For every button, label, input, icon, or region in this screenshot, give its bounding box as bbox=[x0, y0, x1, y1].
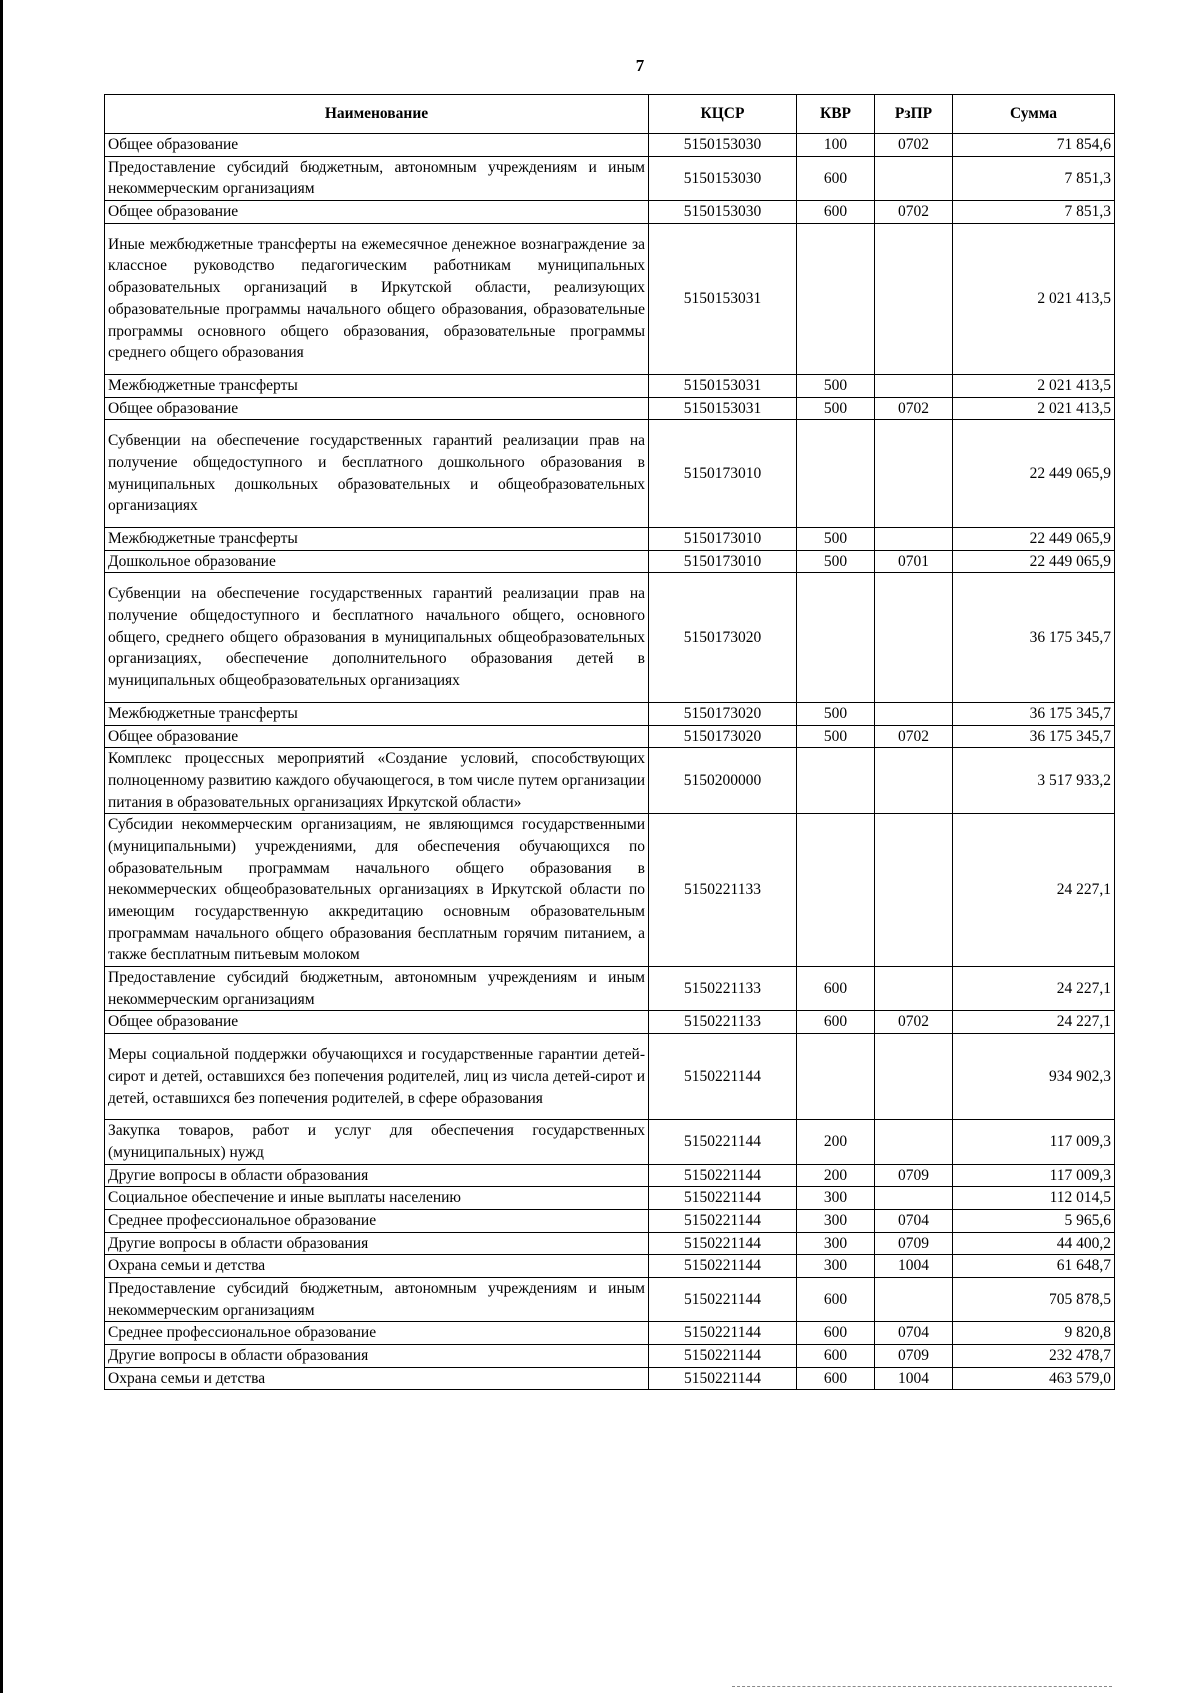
cell-kcsr: 5150221144 bbox=[649, 1120, 797, 1164]
cell-sum: 22 449 065,9 bbox=[953, 550, 1115, 573]
cell-kvr: 600 bbox=[797, 1367, 875, 1390]
column-header-sum: Сумма bbox=[953, 95, 1115, 134]
cell-name: Охрана семьи и детства bbox=[105, 1255, 649, 1278]
table-row bbox=[105, 1011, 1115, 1034]
table-row bbox=[105, 1322, 1115, 1345]
cell-kcsr: 5150221144 bbox=[649, 1209, 797, 1232]
cell-kcsr: 5150153031 bbox=[649, 397, 797, 420]
cell-name: Охрана семьи и детства bbox=[105, 1367, 649, 1390]
scan-bottom-mark bbox=[732, 1686, 1112, 1688]
cell-kvr: 300 bbox=[797, 1255, 875, 1278]
table-row bbox=[105, 134, 1115, 157]
cell-rzpr bbox=[875, 1187, 953, 1210]
cell-kcsr: 5150221144 bbox=[649, 1367, 797, 1390]
cell-rzpr: 0702 bbox=[875, 725, 953, 748]
cell-rzpr: 1004 bbox=[875, 1255, 953, 1278]
table-row bbox=[105, 201, 1115, 224]
cell-rzpr bbox=[875, 1034, 953, 1120]
cell-rzpr bbox=[875, 573, 953, 702]
scan-left-edge bbox=[0, 0, 3, 1693]
table-row bbox=[105, 702, 1115, 725]
cell-name: Общее образование bbox=[105, 725, 649, 748]
column-header-rzpr: РзПР bbox=[875, 95, 953, 134]
cell-sum: 934 902,3 bbox=[953, 1034, 1115, 1120]
cell-kcsr: 5150221144 bbox=[649, 1187, 797, 1210]
cell-kvr: 600 bbox=[797, 1322, 875, 1345]
cell-kvr: 600 bbox=[797, 1345, 875, 1368]
cell-kcsr: 5150221144 bbox=[649, 1164, 797, 1187]
table-row bbox=[105, 1278, 1115, 1322]
cell-name: Закупка товаров, работ и услуг для обеспечения государственных (муниципальных) нужд bbox=[105, 1120, 649, 1164]
table-row bbox=[105, 374, 1115, 397]
cell-kvr: 500 bbox=[797, 397, 875, 420]
cell-rzpr: 0709 bbox=[875, 1232, 953, 1255]
table-row bbox=[105, 528, 1115, 551]
cell-kvr: 300 bbox=[797, 1232, 875, 1255]
cell-name: Другие вопросы в области образования bbox=[105, 1164, 649, 1187]
cell-rzpr: 0709 bbox=[875, 1164, 953, 1187]
cell-kvr: 600 bbox=[797, 967, 875, 1011]
cell-sum: 71 854,6 bbox=[953, 134, 1115, 157]
table-row bbox=[105, 725, 1115, 748]
cell-rzpr bbox=[875, 1120, 953, 1164]
cell-kvr bbox=[797, 573, 875, 702]
cell-sum: 232 478,7 bbox=[953, 1345, 1115, 1368]
cell-sum: 2 021 413,5 bbox=[953, 397, 1115, 420]
cell-kvr: 500 bbox=[797, 550, 875, 573]
cell-rzpr: 0704 bbox=[875, 1322, 953, 1345]
table-row bbox=[105, 1120, 1115, 1164]
cell-sum: 705 878,5 bbox=[953, 1278, 1115, 1322]
cell-rzpr bbox=[875, 967, 953, 1011]
cell-kcsr: 5150153030 bbox=[649, 134, 797, 157]
cell-rzpr: 0702 bbox=[875, 1011, 953, 1034]
cell-sum: 22 449 065,9 bbox=[953, 528, 1115, 551]
cell-sum: 22 449 065,9 bbox=[953, 420, 1115, 528]
cell-sum: 61 648,7 bbox=[953, 1255, 1115, 1278]
cell-name: Субсидии некоммерческим организациям, не являющимся государственными (муниципальными) учреждениями, для обеспечения обучающихся по образовательным программам начального общего образования в некоммерческих общеобразовательных организациях в Иркутской области по имеющим государственную аккредитацию основным образовательным программам начального общего образования бесплатным горячим питанием, а также бесплатным питьевым молоком bbox=[105, 814, 649, 967]
cell-kvr: 500 bbox=[797, 528, 875, 551]
cell-kcsr: 5150153030 bbox=[649, 201, 797, 224]
cell-name: Среднее профессиональное образование bbox=[105, 1322, 649, 1345]
cell-name: Предоставление субсидий бюджетным, автономным учреждениям и иным некоммерческим организациям bbox=[105, 1278, 649, 1322]
cell-kcsr: 5150200000 bbox=[649, 748, 797, 814]
cell-kcsr: 5150173010 bbox=[649, 420, 797, 528]
cell-name: Общее образование bbox=[105, 201, 649, 224]
cell-rzpr bbox=[875, 223, 953, 374]
cell-sum: 117 009,3 bbox=[953, 1164, 1115, 1187]
cell-sum: 24 227,1 bbox=[953, 814, 1115, 967]
cell-kcsr: 5150173020 bbox=[649, 725, 797, 748]
cell-kvr bbox=[797, 1034, 875, 1120]
cell-sum: 36 175 345,7 bbox=[953, 573, 1115, 702]
cell-kcsr: 5150221133 bbox=[649, 967, 797, 1011]
cell-kvr bbox=[797, 223, 875, 374]
cell-name: Межбюджетные трансферты bbox=[105, 374, 649, 397]
cell-kvr: 200 bbox=[797, 1120, 875, 1164]
cell-rzpr bbox=[875, 420, 953, 528]
cell-sum: 2 021 413,5 bbox=[953, 223, 1115, 374]
cell-rzpr bbox=[875, 1278, 953, 1322]
cell-rzpr: 0709 bbox=[875, 1345, 953, 1368]
cell-kcsr: 5150221144 bbox=[649, 1322, 797, 1345]
table-row bbox=[105, 156, 1115, 200]
cell-sum: 5 965,6 bbox=[953, 1209, 1115, 1232]
cell-name: Социальное обеспечение и иные выплаты населению bbox=[105, 1187, 649, 1210]
cell-rzpr: 0701 bbox=[875, 550, 953, 573]
table-row bbox=[105, 223, 1115, 374]
cell-kvr: 300 bbox=[797, 1209, 875, 1232]
cell-kcsr: 5150221144 bbox=[649, 1255, 797, 1278]
cell-kvr bbox=[797, 420, 875, 528]
cell-rzpr bbox=[875, 528, 953, 551]
cell-rzpr bbox=[875, 156, 953, 200]
cell-rzpr bbox=[875, 702, 953, 725]
table-row bbox=[105, 573, 1115, 702]
cell-kcsr: 5150221133 bbox=[649, 814, 797, 967]
column-header-kcsr: КЦСР bbox=[649, 95, 797, 134]
cell-kcsr: 5150221144 bbox=[649, 1278, 797, 1322]
cell-sum: 9 820,8 bbox=[953, 1322, 1115, 1345]
cell-name: Иные межбюджетные трансферты на ежемесячное денежное вознаграждение за классное руководство педагогическим работникам муниципальных образовательных организаций в Иркутской области, реализующих образовательные программы начального общего образования, образовательные программы основного общего образования, образовательные программы среднего общего образования bbox=[105, 223, 649, 374]
cell-kvr: 600 bbox=[797, 156, 875, 200]
cell-name: Общее образование bbox=[105, 397, 649, 420]
table-row bbox=[105, 397, 1115, 420]
table-row bbox=[105, 1034, 1115, 1120]
cell-sum: 2 021 413,5 bbox=[953, 374, 1115, 397]
cell-rzpr bbox=[875, 748, 953, 814]
cell-kcsr: 5150153030 bbox=[649, 156, 797, 200]
cell-name: Меры социальной поддержки обучающихся и государственные гарантии детей-сирот и детей, оставшихся без попечения родителей, лиц из числа детей-сирот и детей, оставшихся без попечения родителей, в сфере образования bbox=[105, 1034, 649, 1120]
page-number: 7 bbox=[635, 56, 645, 75]
table-row bbox=[105, 550, 1115, 573]
budget-table bbox=[104, 94, 1115, 1390]
cell-sum: 44 400,2 bbox=[953, 1232, 1115, 1255]
table-row bbox=[105, 967, 1115, 1011]
cell-rzpr: 0702 bbox=[875, 201, 953, 224]
table-row bbox=[105, 1209, 1115, 1232]
cell-kvr: 500 bbox=[797, 374, 875, 397]
table-row bbox=[105, 1345, 1115, 1368]
table-body bbox=[105, 134, 1115, 1390]
cell-name: Комплекс процессных мероприятий «Создание условий, способствующих полноценному развитию каждого обучающегося, в том числе путем организации питания в образовательных организациях Иркутской области» bbox=[105, 748, 649, 814]
cell-sum: 3 517 933,2 bbox=[953, 748, 1115, 814]
cell-kcsr: 5150173020 bbox=[649, 573, 797, 702]
column-header-kvr: КВР bbox=[797, 95, 875, 134]
table-row bbox=[105, 1164, 1115, 1187]
cell-sum: 7 851,3 bbox=[953, 156, 1115, 200]
cell-kvr: 600 bbox=[797, 201, 875, 224]
cell-kcsr: 5150221144 bbox=[649, 1232, 797, 1255]
cell-sum: 36 175 345,7 bbox=[953, 702, 1115, 725]
cell-name: Субвенции на обеспечение государственных гарантий реализации прав на получение общедоступного и бесплатного дошкольного образования в муниципальных дошкольных образовательных и общеобразовательных организациях bbox=[105, 420, 649, 528]
cell-kvr bbox=[797, 748, 875, 814]
table-row bbox=[105, 748, 1115, 814]
cell-kcsr: 5150173010 bbox=[649, 528, 797, 551]
cell-name: Другие вопросы в области образования bbox=[105, 1232, 649, 1255]
table-row bbox=[105, 1232, 1115, 1255]
cell-sum: 24 227,1 bbox=[953, 1011, 1115, 1034]
cell-name: Субвенции на обеспечение государственных гарантий реализации прав на получение общедоступного и бесплатного начального общего, основного общего, среднего общего образования в муниципальных общеобразовательных организациях, обеспечение дополнительного образования детей в муниципальных общеобразовательных организациях bbox=[105, 573, 649, 702]
table-header-row bbox=[105, 95, 1115, 134]
cell-name: Общее образование bbox=[105, 1011, 649, 1034]
cell-kvr bbox=[797, 814, 875, 967]
cell-kcsr: 5150221144 bbox=[649, 1034, 797, 1120]
column-header-name: Наименование bbox=[105, 95, 649, 134]
cell-name: Среднее профессиональное образование bbox=[105, 1209, 649, 1232]
cell-name: Другие вопросы в области образования bbox=[105, 1345, 649, 1368]
cell-rzpr: 0702 bbox=[875, 134, 953, 157]
cell-kvr: 500 bbox=[797, 702, 875, 725]
cell-sum: 24 227,1 bbox=[953, 967, 1115, 1011]
cell-sum: 112 014,5 bbox=[953, 1187, 1115, 1210]
cell-rzpr: 0704 bbox=[875, 1209, 953, 1232]
cell-name: Предоставление субсидий бюджетным, автономным учреждениям и иным некоммерческим организациям bbox=[105, 967, 649, 1011]
cell-sum: 36 175 345,7 bbox=[953, 725, 1115, 748]
cell-rzpr: 1004 bbox=[875, 1367, 953, 1390]
cell-kvr: 300 bbox=[797, 1187, 875, 1210]
table-row bbox=[105, 1187, 1115, 1210]
cell-sum: 7 851,3 bbox=[953, 201, 1115, 224]
cell-kvr: 200 bbox=[797, 1164, 875, 1187]
cell-kvr: 500 bbox=[797, 725, 875, 748]
table-row bbox=[105, 1367, 1115, 1390]
cell-name: Общее образование bbox=[105, 134, 649, 157]
cell-kcsr: 5150221133 bbox=[649, 1011, 797, 1034]
cell-kcsr: 5150153031 bbox=[649, 223, 797, 374]
cell-kvr: 600 bbox=[797, 1278, 875, 1322]
cell-name: Предоставление субсидий бюджетным, автономным учреждениям и иным некоммерческим организациям bbox=[105, 156, 649, 200]
cell-rzpr bbox=[875, 814, 953, 967]
cell-name: Межбюджетные трансферты bbox=[105, 528, 649, 551]
cell-sum: 117 009,3 bbox=[953, 1120, 1115, 1164]
cell-kcsr: 5150153031 bbox=[649, 374, 797, 397]
table-row bbox=[105, 1255, 1115, 1278]
cell-kvr: 100 bbox=[797, 134, 875, 157]
cell-kcsr: 5150173020 bbox=[649, 702, 797, 725]
cell-kvr: 600 bbox=[797, 1011, 875, 1034]
cell-rzpr bbox=[875, 374, 953, 397]
cell-sum: 463 579,0 bbox=[953, 1367, 1115, 1390]
cell-kcsr: 5150173010 bbox=[649, 550, 797, 573]
table-row bbox=[105, 814, 1115, 967]
cell-kcsr: 5150221144 bbox=[649, 1345, 797, 1368]
cell-name: Дошкольное образование bbox=[105, 550, 649, 573]
table-row bbox=[105, 420, 1115, 528]
cell-name: Межбюджетные трансферты bbox=[105, 702, 649, 725]
cell-rzpr: 0702 bbox=[875, 397, 953, 420]
